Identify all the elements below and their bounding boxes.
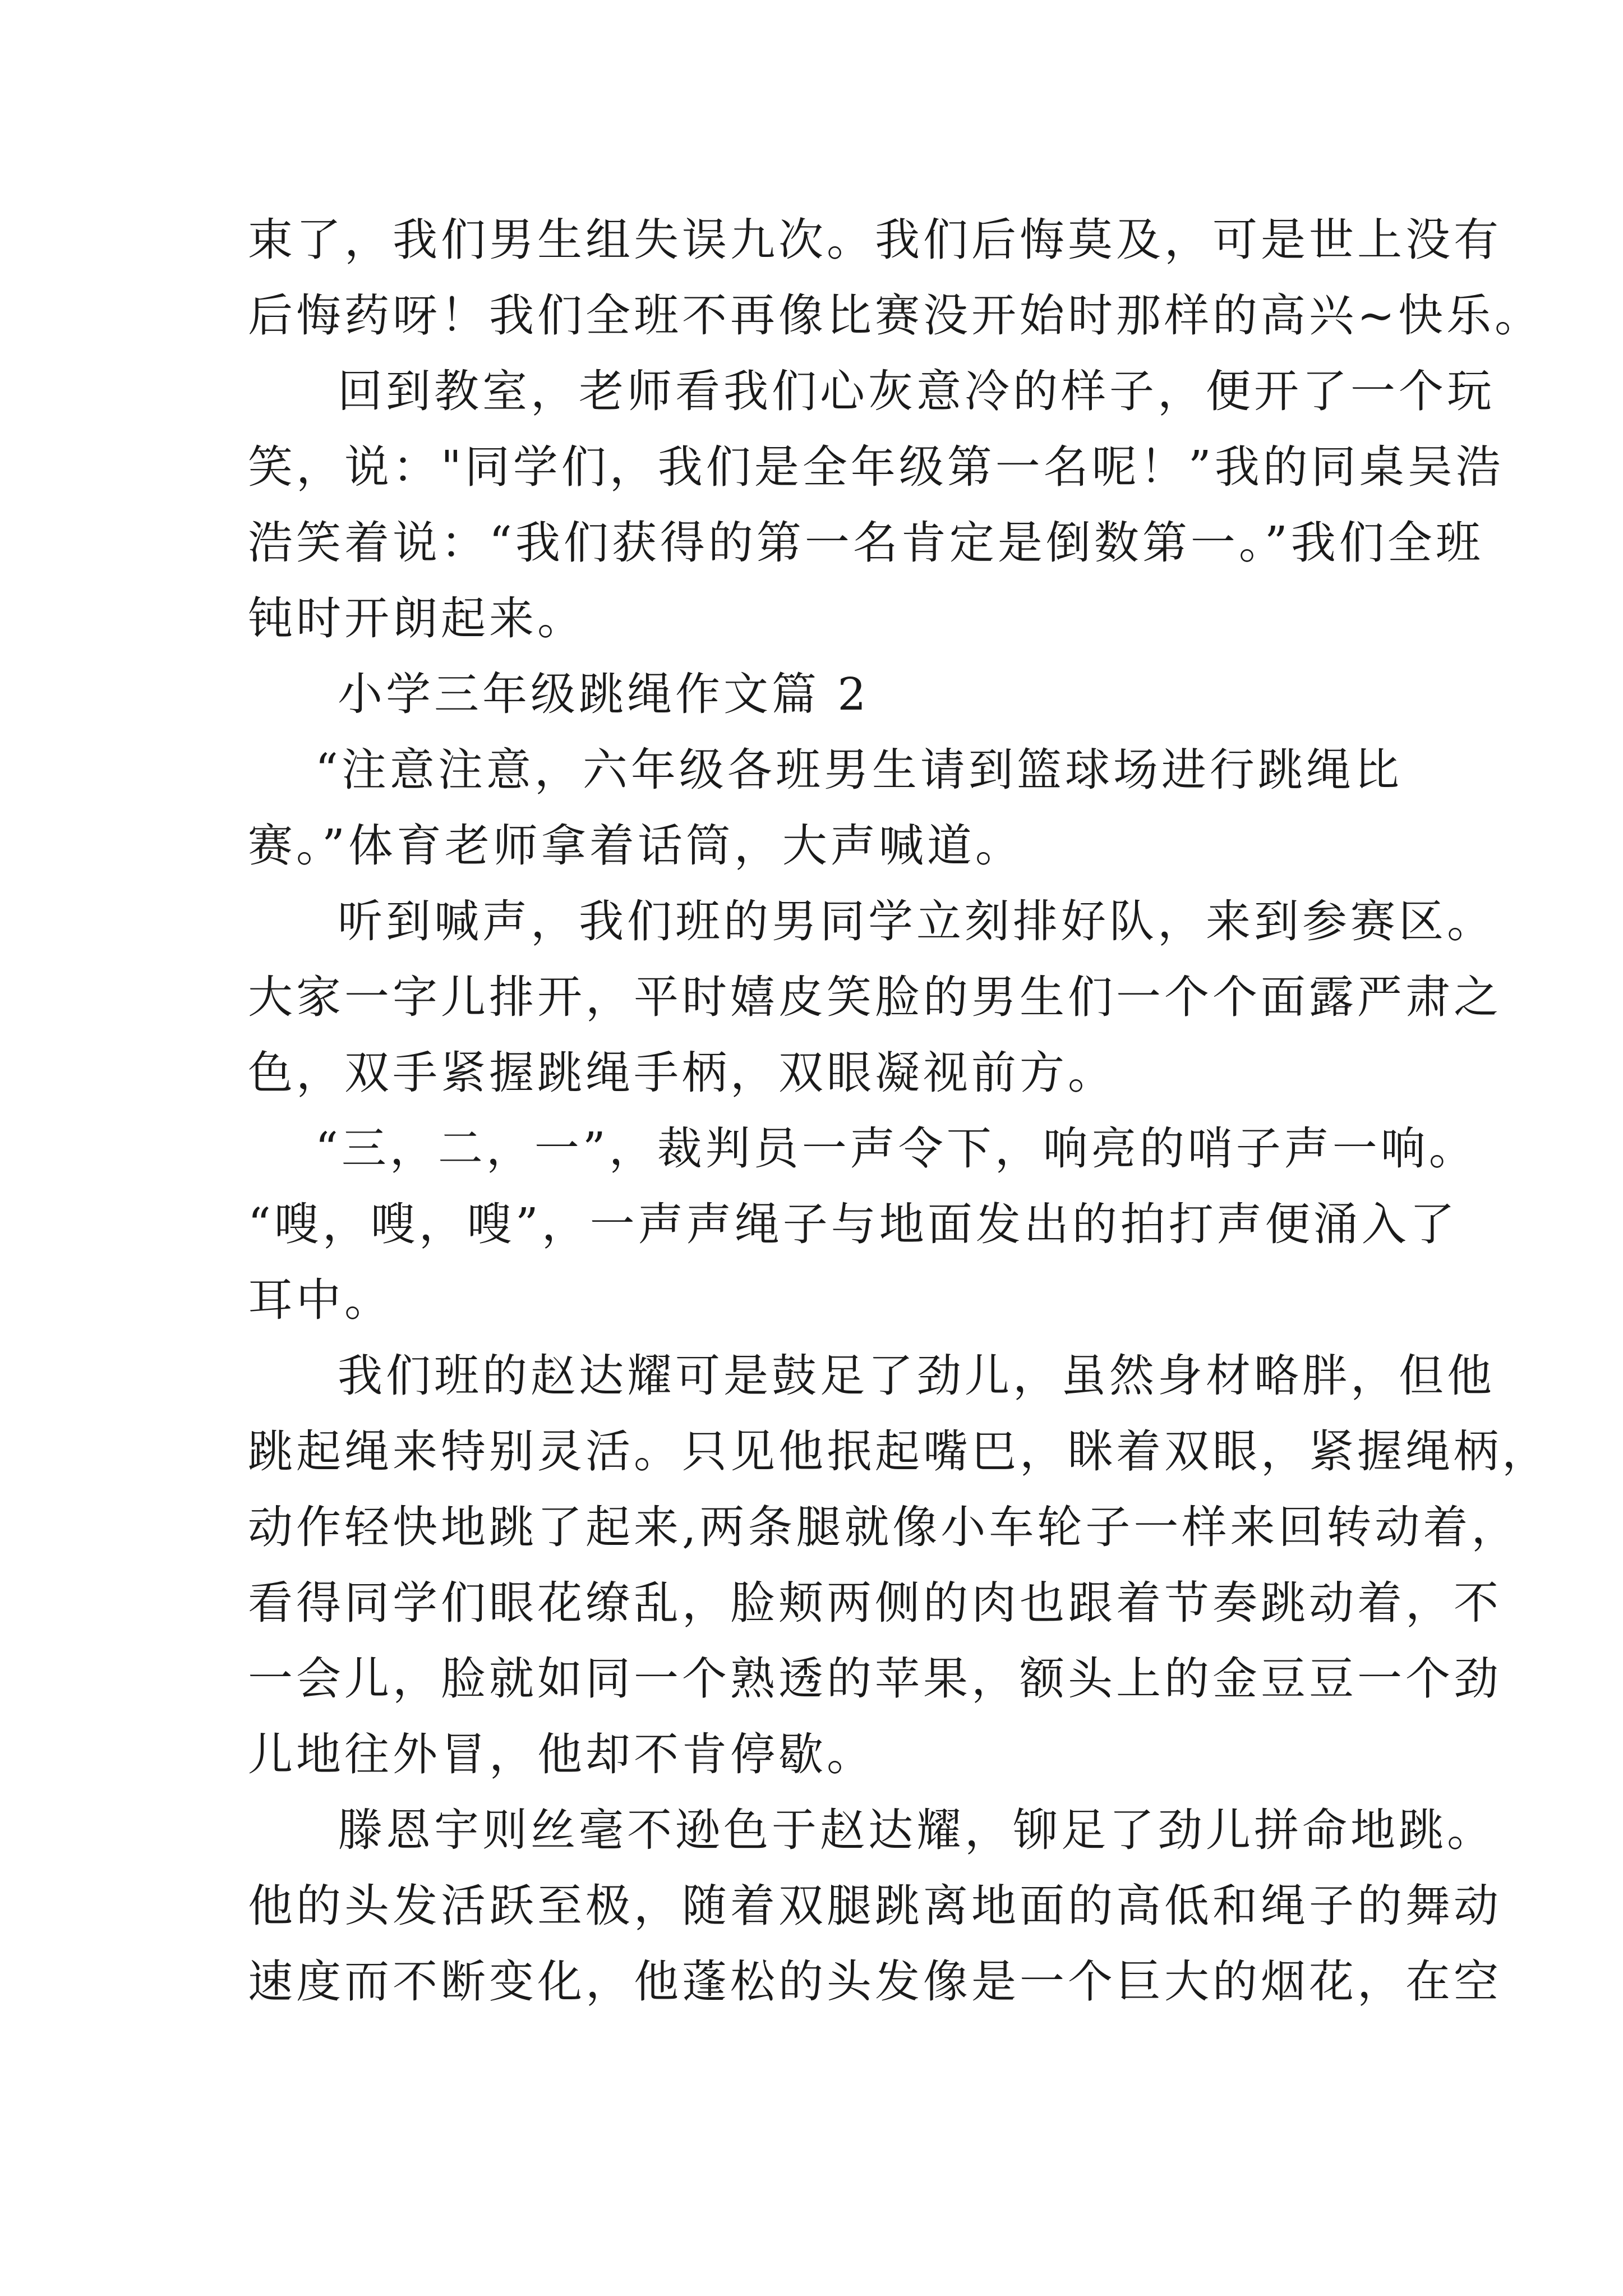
- text-line: 看得同学们眼花缭乱，脸颊两侧的肉也跟着节奏跳动着，不: [248, 1577, 1502, 1629]
- section-heading: 小学三年级跳绳作文篇 2: [338, 668, 870, 720]
- text-line: 束了，我们男生组失误九次。我们后悔莫及，可是世上没有: [248, 214, 1502, 266]
- paragraph-start-line: 听到喊声，我们班的男同学立刻排好队，来到参赛区。: [338, 895, 1495, 947]
- text-line: 大家一字儿排开，平时嬉皮笑脸的男生们一个个面露严肃之: [248, 971, 1502, 1023]
- text-line: 赛。”体育老师拿着话筒，大声喊道。: [248, 820, 1023, 872]
- paragraph-start-line: 我们班的赵达耀可是鼓足了劲儿，虽然身材略胖，但他: [338, 1350, 1495, 1402]
- text-line: 笑，说："同学们，我们是全年级第一名呢！”我的同桌吴浩: [248, 441, 1504, 493]
- text-line: 后悔药呀！我们全班不再像比赛没开始时那样的高兴~快乐。: [248, 289, 1543, 342]
- text-line: 色，双手紧握跳绳手柄，双眼凝视前方。: [248, 1047, 1116, 1099]
- paragraph-start-line: “注意注意，六年级各班男生请到篮球场进行跳绳比: [315, 744, 1403, 796]
- document-body: [248, 202, 1550, 2019]
- text-line: 耳中。: [248, 1274, 393, 1326]
- text-line: 速度而不断变化，他蓬松的头发像是一个巨大的烟花，在空: [248, 1955, 1502, 2008]
- text-line: 他的头发活跃至极，随着双腿跳离地面的高低和绳子的舞动: [248, 1880, 1502, 1932]
- text-line: 钝时开朗起来。: [248, 592, 585, 645]
- text-line: 跳起绳来特别灵活。只见他抿起嘴巴，眯着双眼，紧握绳柄，: [248, 1425, 1550, 1478]
- paragraph-start-line: “三，二，一”，裁判员一声令下，响亮的哨子声一响。: [315, 1122, 1477, 1175]
- text-line: 儿地往外冒，他却不肯停歇。: [248, 1728, 875, 1780]
- text-line: 浩笑着说：“我们获得的第一名肯定是倒数第一。”我们全班: [248, 517, 1484, 569]
- paragraph-start-line: 回到教室，老师看我们心灰意冷的样子，便开了一个玩: [338, 365, 1495, 417]
- text-line: 一会儿，脸就如同一个熟透的苹果，额头上的金豆豆一个劲: [248, 1653, 1502, 1705]
- text-line: “嗖，嗖，嗖”，一声声绳子与地面发出的拍打声便涌入了: [248, 1198, 1458, 1250]
- text-line: 动作轻快地跳了起来,两条腿就像小车轮子一样来回转动着，: [248, 1501, 1520, 1553]
- paragraph-start-line: 滕恩宇则丝毫不逊色于赵达耀，铆足了劲儿拼命地跳。: [338, 1804, 1495, 1856]
